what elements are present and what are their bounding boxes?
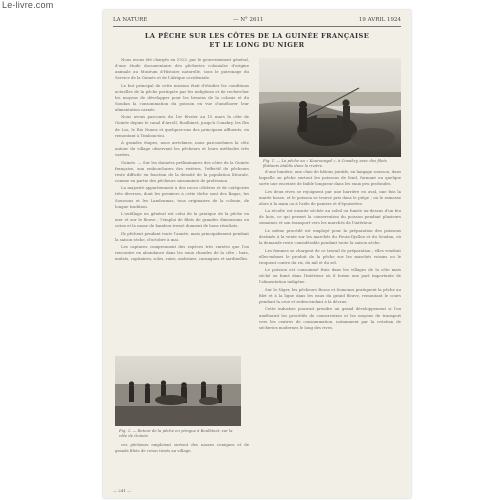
running-head-issue: — N° 2611 [233, 17, 264, 23]
paragraph: Ils pêchent pendant toute l'année, mais principalement pendant la saison sèche, d'octobre à mai. [115, 230, 249, 242]
scanned-page [103, 10, 411, 498]
paragraph: Le même procédé est employé pour la préparation des poissons destinés à la vente sur les marchés du Fouta-Djallon et du Soudan, où la demande reste considérable pendant toute la saison sèche. [259, 227, 401, 246]
paragraph: Le but principal de cette mission était d'étudier les conditions actuelles de la pêche pratiquée par les indigènes et de rechercher les moyens de développer pour les besoins de la colonie et du Soudan la consommation du poisson en vue d'améliorer leur alimentation carnée. [115, 82, 249, 112]
paragraph: ces pêcheurs emploient surtout des nasses coniques et de grands filets de coton tissés au village. [115, 442, 249, 454]
photo-fishermen-beach-image [115, 356, 241, 426]
figure-caption-2: Fig. 2. — Retour de la pêche en pirogue à Boulbinet, sur la côte de Guinée. [119, 428, 233, 438]
article-title-line-1: LA PÊCHE SUR LES CÔTES DE LA GUINÉE FRANÇAISE [144, 32, 370, 40]
paragraph: Nous avons été chargés en 1923, par le gouvernement général, d'une étude documentaire des pêcheries coloniales d'origine animale au Muséum d'Histoire naturelle, sous le patronage du Service de la Guinée et de l'Afrique occidentale. [115, 57, 249, 81]
article-title-line-2: ET LE LONG DU NIGER [209, 41, 305, 49]
paragraph: Sur le Niger, les pêcheurs Bozos et Somonos pratiquent la pêche au filet et à la ligne dans les eaux du grand fleuve, remontant le cours pendant la crue et redescendant à la décrue. [259, 286, 401, 304]
paragraph: Les femmes se chargent de ce travail de préparation ; elles vendent elles-mêmes le produit de la pêche sur les marchés voisins ou le troquent contre du riz, du mil et du sel. [259, 247, 401, 265]
photo-fishermen-beach [115, 356, 241, 426]
left-column-continuation [115, 442, 249, 456]
photo-fishermen-river-image [259, 58, 401, 157]
paragraph: La récolte est ensuite séchée au soleil ou fumée au-dessus d'un feu de bois, ce qui permet la conservation du poisson pendant plusieurs semaines et son transport vers les marchés de l'intérieur. [259, 208, 401, 226]
running-head [113, 16, 401, 27]
running-head-journal: LA NATURE [113, 17, 148, 23]
paragraph: Guinée. — Sur les données préliminaires des côtes de la Guinée française, aux embouchures des rivières, l'effectif de pêcheurs reste difficile en fonction de la densité de la population littorale, comme en partie des pêcheurs saisonniers de profession. [115, 159, 249, 183]
paragraph: Nous avons parcouru du 1er février au 15 mars la côte de Guinée depuis le canal d'Arroll, Boulbinet, jusqu'à Conakry, les îles de Los, le Rio Nunez et quelques-uns des principaux affluents, en remontant à Timbouctou. [115, 114, 249, 138]
watermark-text: Le-livre.com [2, 0, 54, 10]
paragraph: Les deux rives se rejoignent par une barrière en aval, une fois la marée basse, et le poisson se trouve pris dans le piège ; on le ramasse alors à la main ou à l'aide de paniers et d'épuisettes. [259, 188, 401, 206]
paragraph: À grandes étapes, nous arrivâmes, nous parcourûmes la côte autour du village observant les pêcheurs et leurs méthodes très variées. [115, 140, 249, 158]
left-column-text [115, 57, 249, 354]
figure-caption-1: Fig. 1. — La pêche au « Kouroungal », à Conakry, avec des filets flottants établis dans la rivière. [263, 158, 387, 168]
page-number: — 241 — [113, 488, 132, 493]
photo-fishermen-river [259, 58, 401, 157]
paragraph: d'une lumière, une claie de bâtons jointifs, en langage soussou, dans laquelle on pêche surtout les poissons de fond, formant en quelque sorte une enceinte de faible longueur dans les eaux peu profondes. [259, 169, 401, 187]
right-column-text [259, 169, 401, 470]
paragraph: L'outillage en général est celui de la pratique de la pêche en mer et sur le fleuve ; l'emploi de filets de grandes dimensions en coton et la nasse de bambou tressé donnent de bons résultats. [115, 211, 249, 229]
article-title [133, 32, 381, 50]
paragraph: La majorité appartiennent à des races côtières et de catégories très diverses, dont les premiers à cette tâche sont des Bagas, les Soussous et les Landoumas, tous originaires de la colonie, de longue tradition. [115, 185, 249, 209]
paragraph: Les captures comprennent des espèces très variées que l'on rencontre en abondance dans les eaux chaudes de la côte : bars, mulets, capitaines, soles, raies, ombrines, carangues et sardinelles. [115, 244, 249, 262]
paragraph: Le poisson est consommé frais dans les villages de la côte mais séché ou fumé dans l'intérieur où il forme une part importante de l'alimentation indigène. [259, 267, 401, 285]
paragraph: Cette industrie pourrait prendre un grand développement si l'on améliorait les procédés de conservation et les moyens de transport vers les centres de consommation, notamment par la création de sécheries modernes le long des rives. [259, 306, 401, 330]
running-head-date: 19 AVRIL 1924 [358, 17, 401, 23]
